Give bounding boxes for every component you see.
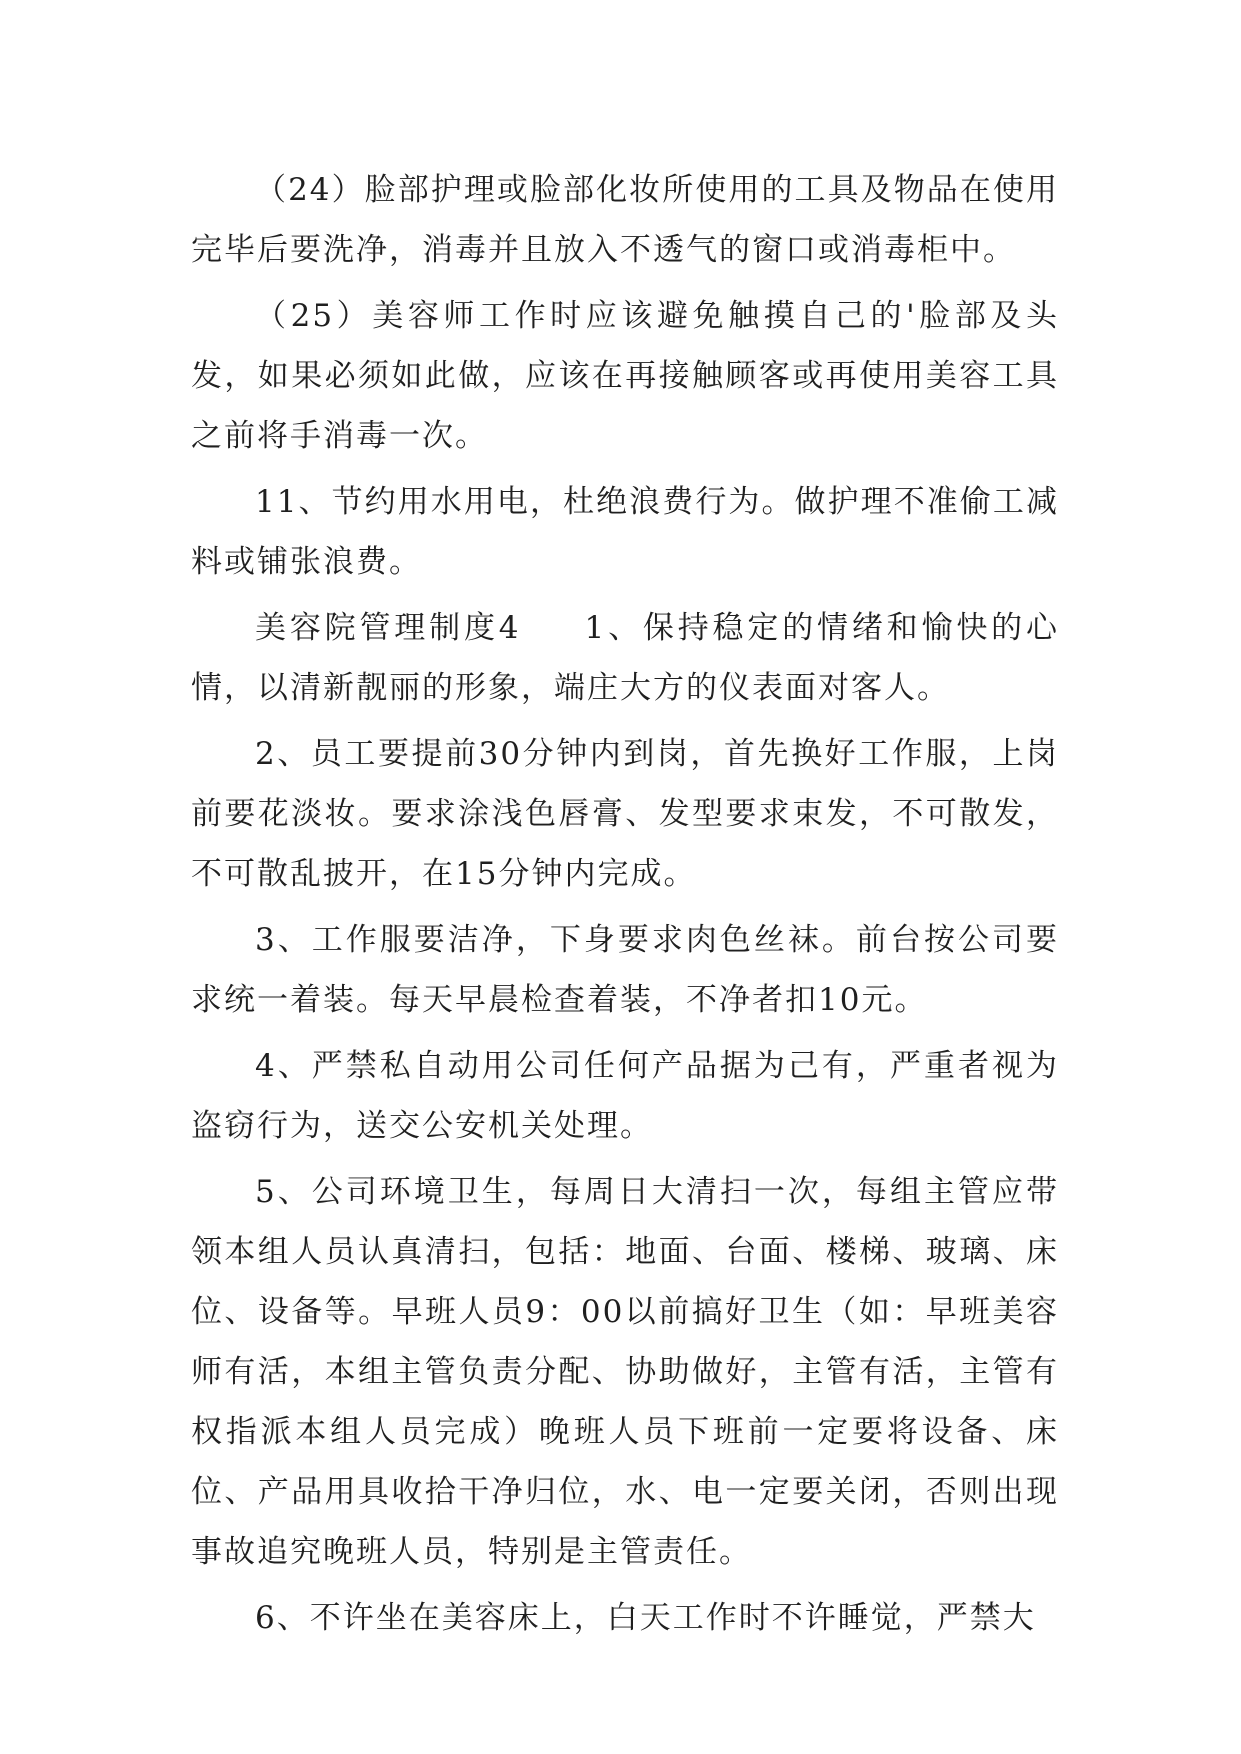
- paragraph-25: （25）美容师工作时应该避免触摸自己的'脸部及头发，如果必须如此做，应该在再接触顾客或再使用美容工具之前将手消毒一次。: [191, 298, 1059, 454]
- section-heading: 美容院管理制度4: [255, 610, 521, 646]
- rule-4: 4、严禁私自动用公司任何产品据为己有，严重者视为盗窃行为，送交公安机关处理。: [191, 1048, 1059, 1144]
- rule-2: 2、员工要提前30分钟内到岗，首先换好工作服，上岗前要花淡妆。要求涂浅色唇膏、发型要求束发，不可散发，不可散乱披开，在15分钟内完成。: [191, 736, 1059, 892]
- paragraph-24: （24）脸部护理或脸部化妆所使用的工具及物品在使用完毕后要洗净，消毒并且放入不透气的窗口或消毒柜中。: [191, 172, 1059, 268]
- rule-6: 6、不许坐在美容床上，白天工作时不许睡觉，严禁大: [255, 1600, 1036, 1636]
- rule-1: 1、保持稳定的情绪和愉快的心情，以清新靓丽的形象，端庄大方的仪表面对客人。: [191, 610, 1059, 706]
- rule-5: 5、公司环境卫生，每周日大清扫一次，每组主管应带领本组人员认真清扫，包括：地面、台面、楼梯、玻璃、床位、设备等。早班人员9：00以前搞好卫生（如：早班美容师有活，本组主管负责分配、协助做好，主管有活，主管有权指派本组人员完成）晚班人员下班前一定要将设备、床位、产品用具收拾干净归位，水、电一定要关闭，否则出现事故追究晚班人员，特别是主管责任。: [191, 1174, 1059, 1570]
- rule-3: 3、工作服要洁净，下身要求肉色丝袜。前台按公司要求统一着装。每天早晨检查着装，不净者扣10元。: [191, 922, 1059, 1018]
- section-4-intro: [191, 598, 1059, 718]
- document-body: [191, 160, 1059, 1654]
- paragraph-11: 11、节约用水用电，杜绝浪费行为。做护理不准偷工减料或铺张浪费。: [191, 484, 1059, 580]
